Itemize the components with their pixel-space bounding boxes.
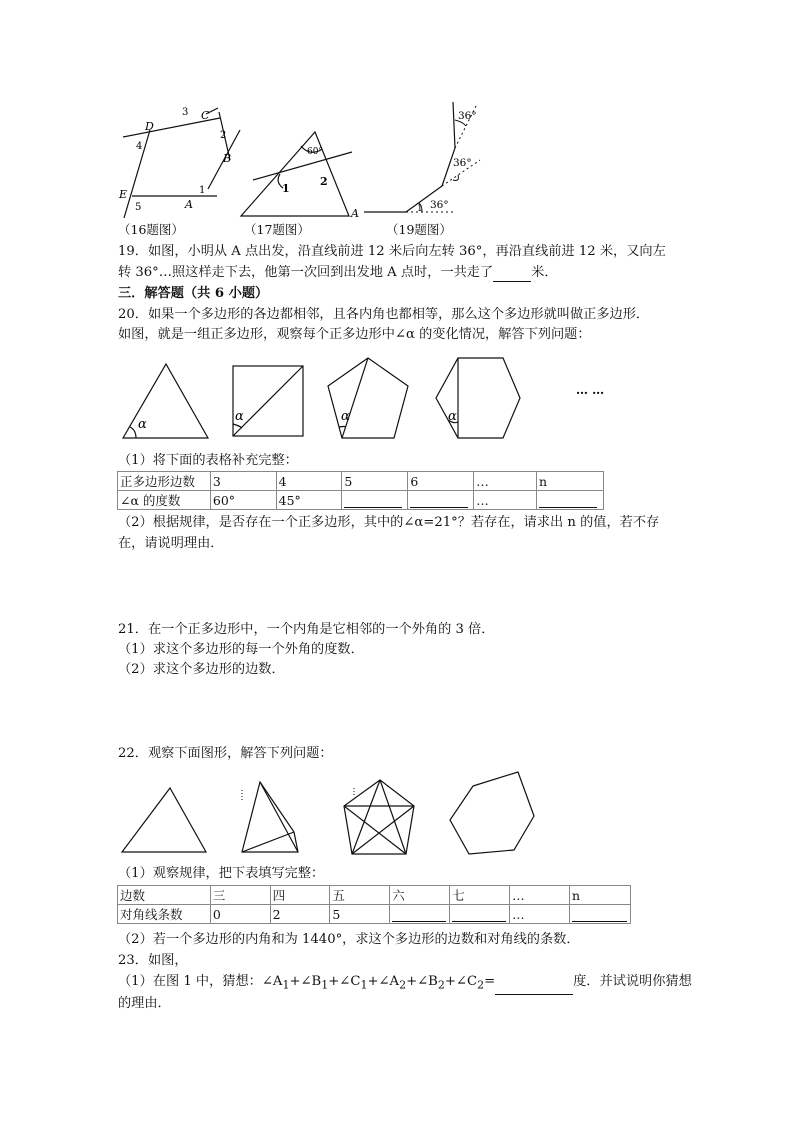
table-cell: … bbox=[474, 491, 537, 510]
table-cell: 五 bbox=[330, 886, 390, 905]
angle-label-1: 36° bbox=[430, 199, 449, 211]
table-cell: 6 bbox=[408, 472, 474, 491]
label-1: 1 bbox=[282, 182, 290, 195]
answer-blank bbox=[493, 268, 531, 282]
q20-table bbox=[117, 471, 604, 510]
label-2: 2 bbox=[220, 130, 227, 141]
fig19-caption: （19题图） bbox=[386, 222, 452, 237]
table-cell: 60° bbox=[210, 491, 276, 510]
angle-60-label: 60° bbox=[307, 147, 323, 157]
triangle-shape bbox=[122, 788, 206, 852]
answer-blank bbox=[495, 981, 573, 995]
label-A: A bbox=[185, 198, 193, 211]
table-cell: 边数 bbox=[118, 886, 211, 905]
diagonals-figure bbox=[118, 766, 538, 862]
label-D: D bbox=[145, 120, 154, 133]
alpha-label-triangle: α bbox=[138, 417, 147, 432]
table-cell: 5 bbox=[330, 905, 390, 924]
label-1: 1 bbox=[417, 204, 423, 214]
q23-line1: 23．如图， bbox=[118, 953, 188, 968]
table-cell: 2 bbox=[270, 905, 330, 924]
pentagon-shape bbox=[328, 358, 408, 438]
q19-line2: 转 36°…照这样走下去，他第一次回到出发地 A 点时，一共走了 米． bbox=[118, 265, 558, 280]
table-cell: 七 bbox=[450, 886, 510, 905]
label-4: 4 bbox=[136, 141, 143, 152]
table-cell: 45° bbox=[276, 491, 342, 510]
table-cell: n bbox=[536, 472, 603, 491]
angle-label-3: 36° bbox=[458, 110, 477, 122]
label-2: 2 bbox=[320, 175, 328, 188]
q20-part2b: 在，请说明理由． bbox=[118, 536, 224, 551]
label-A: A bbox=[351, 207, 359, 220]
regular-polygons-figure bbox=[118, 352, 618, 444]
answer-blank-cell[interactable] bbox=[408, 491, 474, 510]
table-row bbox=[118, 472, 604, 491]
answer-blank-cell[interactable] bbox=[536, 491, 603, 510]
label-1: 1 bbox=[199, 185, 206, 196]
figure-19 bbox=[360, 100, 490, 218]
fig17-caption: （17题图） bbox=[244, 222, 310, 237]
alpha-label-square: α bbox=[235, 409, 244, 424]
alpha-label-pentagon: α bbox=[341, 409, 350, 424]
q21-line2: （1）求这个多边形的每一个外角的度数． bbox=[118, 642, 364, 657]
hexagon-shape bbox=[450, 772, 534, 854]
q22-line1: 22．观察下面图形，解答下列问题： bbox=[118, 746, 333, 761]
q22-part1: （1）观察规律，把下表填写完整： bbox=[118, 866, 325, 881]
table-cell: ∠α 的度数 bbox=[118, 491, 211, 510]
ellipsis: … … bbox=[576, 383, 605, 397]
table-cell: 六 bbox=[390, 886, 450, 905]
table-cell: 三 bbox=[210, 886, 270, 905]
table-cell: 3 bbox=[210, 472, 276, 491]
q20-line2: 如图，就是一组正多边形，观察每个正多边形中∠α 的变化情况，解答下列问题： bbox=[118, 327, 591, 342]
q21-line3: （2）求这个多边形的边数． bbox=[118, 662, 285, 677]
q20-part2a: （2）根据规律，是否存在一个正多边形，其中的∠α=21°？若存在，请求出 n 的值，若不存 bbox=[118, 515, 660, 530]
label-5: 5 bbox=[135, 202, 142, 213]
triangle-shape bbox=[123, 364, 208, 438]
table-cell: 对角线条数 bbox=[118, 905, 211, 924]
hexagon-shape bbox=[436, 358, 520, 438]
answer-blank-cell[interactable] bbox=[342, 491, 408, 510]
q20-line1: 20．如果一个多边形的各边都相邻，且各内角也都相等，那么这个多边形就叫做正多边形． bbox=[118, 307, 650, 322]
alpha-label-hexagon: α bbox=[448, 409, 457, 424]
table-cell: … bbox=[510, 905, 570, 924]
angle-label-2: 36° bbox=[453, 157, 472, 169]
table-cell: … bbox=[510, 886, 570, 905]
table-row bbox=[118, 905, 631, 924]
q22-table bbox=[117, 885, 631, 924]
q20-part1: （1）将下面的表格补充完整： bbox=[118, 453, 298, 468]
q23-line3: 的理由． bbox=[118, 996, 171, 1011]
table-cell: … bbox=[474, 472, 537, 491]
answer-blank-cell[interactable] bbox=[390, 905, 450, 924]
table-cell: 4 bbox=[276, 472, 342, 491]
table-cell: 四 bbox=[270, 886, 330, 905]
fig16-caption: （16题图） bbox=[118, 222, 184, 237]
label-C: C bbox=[201, 109, 210, 122]
table-cell: 0 bbox=[210, 905, 270, 924]
figure-17 bbox=[235, 124, 365, 220]
q22-part2: （2）若一个多边形的内角和为 1440°，求这个多边形的边数和对角线的条数． bbox=[118, 932, 580, 947]
table-row bbox=[118, 886, 631, 905]
q19-line1: 19．如图，小明从 A 点出发，沿直线前进 12 米后向左转 36°，再沿直线前进 12 米，又向左 bbox=[118, 244, 666, 259]
label-E: E bbox=[119, 188, 128, 201]
answer-blank-cell[interactable] bbox=[450, 905, 510, 924]
section-title: 三．解答题（共 6 小题） bbox=[118, 286, 269, 301]
label-3: 3 bbox=[182, 107, 189, 118]
table-cell: 正多边形边数 bbox=[118, 472, 211, 491]
table-cell: n bbox=[569, 886, 630, 905]
answer-blank-cell[interactable] bbox=[569, 905, 630, 924]
q21-line1: 21．在一个正多边形中，一个内角是它相邻的一个外角的 3 倍． bbox=[118, 622, 495, 637]
table-row bbox=[118, 491, 604, 510]
q23-line2: （1）在图 1 中，猜想：$\angle A_1+\angle B_1+\angle C_1+\angle A_2+\angle B_2+\angle C_2=$ 度．并试说明你猜想 bbox=[118, 972, 692, 995]
label-B: B bbox=[223, 152, 232, 165]
table-cell: 5 bbox=[342, 472, 408, 491]
